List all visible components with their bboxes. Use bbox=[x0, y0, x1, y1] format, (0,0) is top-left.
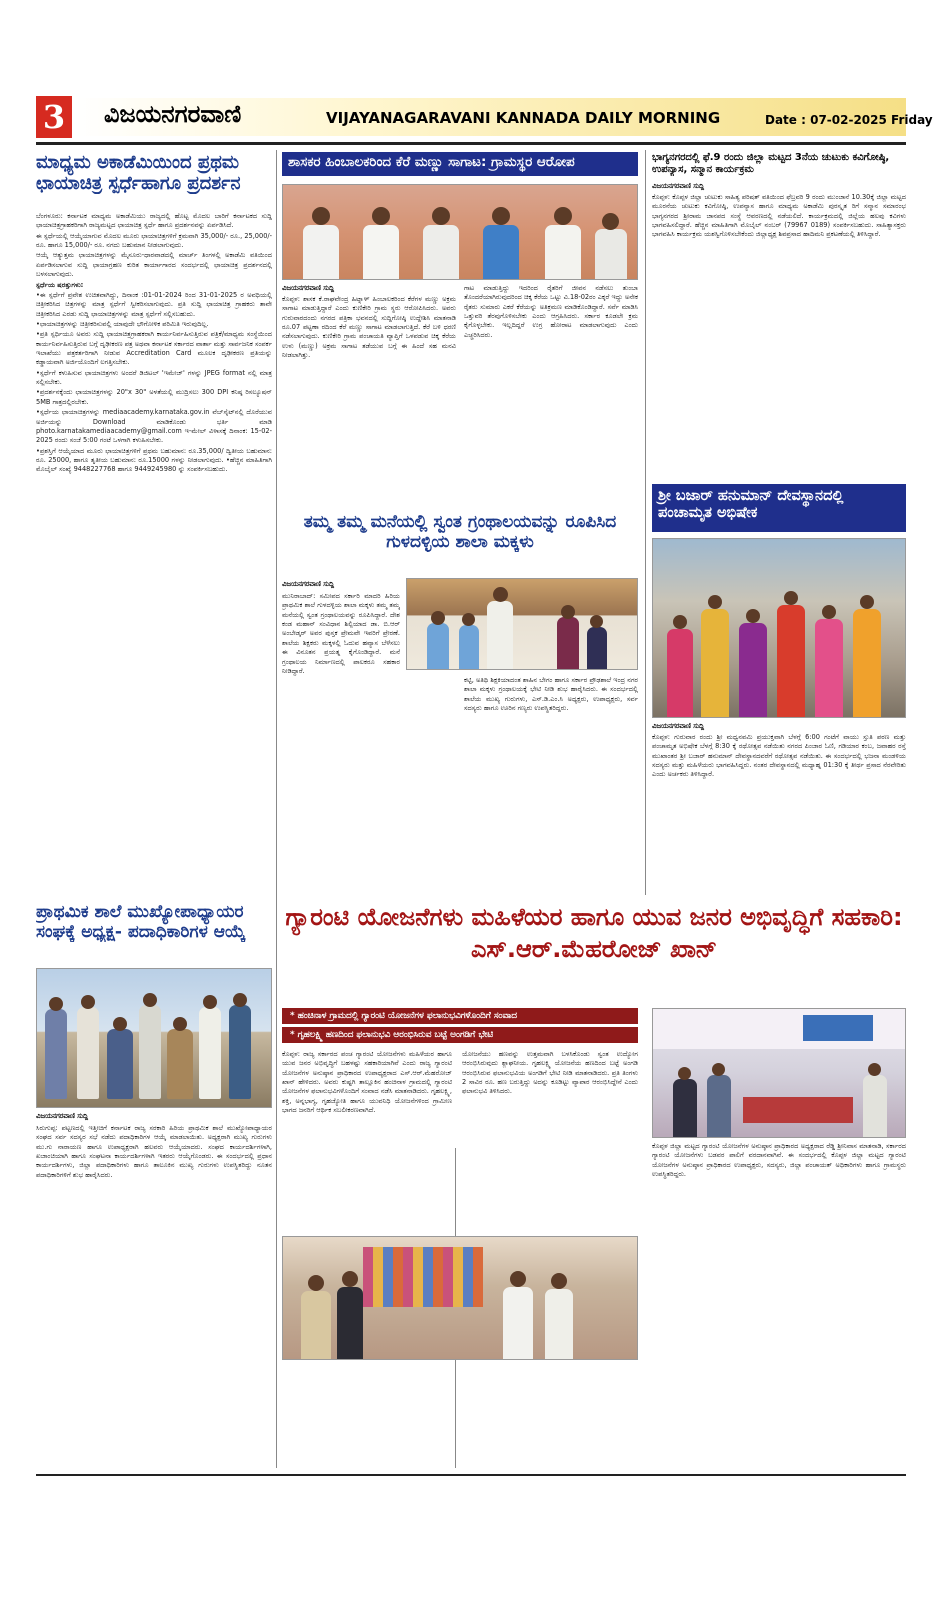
paragraph: •ಈ ಸ್ಪರ್ಧೆಗೆ ಪ್ರವೇಶ ಉಚಿತವಾಗಿದ್ದು, ದಿನಾಂಕ :01-01-2024 ರಿಂದ 31-01-2025 ರ ಅವಧಿಯಲ್ಲಿ ಚಿತ್ರೀಕರಿಸಿದ ಚಿತ್ರಗಳನ್ನು ಮಾತ್ರ ಸ್ಪರ್ಧೆಗೆ ಸ್ವೀಕರಿಸಲಾಗುವುದು. ಪ್ರತಿ ಸುದ್ದಿ ಛಾಯಾಚಿತ್ರ ಗ್ರಾಹಕರು ತಾವೇ ಚಿತ್ರೀಕರಿಸಿದ ಎರಡು ಸುದ್ದಿ ಛಾಯಾಚಿತ್ರಗಳನ್ನು ಮಾತ್ರ ಸ್ಪರ್ಧೆಗೆ ಸಲ್ಲಿಸಬಹುದು. bbox=[36, 290, 272, 318]
paragraph: •ಛಾಯಾಚಿತ್ರಗಳನ್ನು ಚಿತ್ರೀಕರಿಸುವಲ್ಲಿ ಯಾವುದೇ ಭೌಗೋಳಿಕ ಪರಿಮಿತಿ ಇರುವುದಿಲ್ಲ. bbox=[36, 319, 209, 328]
person-figure bbox=[777, 605, 805, 718]
mla-protest-dateline: ವಿಜಯನಗರವಾಣಿ ಸುದ್ದಿ bbox=[282, 284, 335, 292]
guarantee-subhead-2: * ಗೃಹಲಕ್ಷ್ಮಿ ಹಣದಿಂದ ಫಲಾನುಭವಿ ಆರಂಭಿಸಿರುವ ಬಟ್ಟೆ ಅಂಗಡಿಗೆ ಭೇಟಿ bbox=[282, 1027, 638, 1043]
media-academy-body bbox=[36, 212, 272, 888]
person-head bbox=[203, 995, 217, 1009]
guarantee-body-col1: ಕೊಪ್ಪಳ: ರಾಜ್ಯ ಸರ್ಕಾರದ ಪಂಚ ಗ್ಯಾರಂಟಿ ಯೋಜನೆಗಳು ಮಹಿಳೆಯರ ಹಾಗೂ ಯುವ ಜನರ ಅಭಿವೃದ್ಧಿಗೆ ಬಹಳಷ್ಟು ಸಹಕಾರಿಯಾಗಿವೆ ಎಂದು ರಾಜ್ಯ ಗ್ಯಾರಂಟಿ ಯೋಜನೆಗಳ ಅನುಷ್ಠಾನ ಪ್ರಾಧಿಕಾರದ ಉಪಾಧ್ಯಕ್ಷರಾದ ಎಸ್.ಆರ್.ಮೆಹರೋಜ್ ಖಾನ್ ಹೇಳಿದರು. ಅವರು ಕುಷ್ಟಗಿ ತಾಲ್ಲೂಕಿನ ಹಂಚಿನಾಳ ಗ್ರಾಮದಲ್ಲಿ ಗ್ಯಾರಂಟಿ ಯೋಜನೆಗಳ ಫಲಾನುಭವಿಗಳೊಂದಿಗೆ ಸಂವಾದ ನಡೆಸಿ ಮಾತನಾಡಿದರು. ಗೃಹಲಕ್ಷ್ಮಿ, ಶಕ್ತಿ, ಅನ್ನಭಾಗ್ಯ, ಗೃಹಜ್ಯೋತಿ ಹಾಗೂ ಯುವನಿಧಿ ಯೋಜನೆಗಳಿಂದ ಗ್ರಾಮೀಣ ಭಾಗದ ಜನರಿಗೆ ಆರ್ಥಿಕ ಸಬಲೀಕರಣವಾಗಿದೆ. bbox=[282, 1050, 452, 1115]
person-head bbox=[678, 1067, 691, 1080]
headmasters-body: ಸಿರುಗುಪ್ಪ: ಪಟ್ಟಣದಲ್ಲಿ ಇತ್ತೀಚಿಗೆ ಕರ್ನಾಟಕ ರಾಜ್ಯ ಸರಕಾರಿ ಹಿರಿಯ ಪ್ರಾಥಮಿಕ ಶಾಲೆ ಮುಖ್ಯೋಪಾಧ್ಯಾಯರ ಸಂಘದ ಸರ್ವ ಸದಸ್ಯರ ಸಭೆ ನಡೆದು ಪದಾಧಿಕಾರಿಗಳ ಆಯ್ಕೆ ಮಾಡಲಾಯಿತು. ಅಧ್ಯಕ್ಷರಾಗಿ ಮುಖ್ಯ ಗುರುಗಳು ಮು.ಗು ನಾರಾಯಣ ಹಾಗೂ ಉಪಾಧ್ಯಕ್ಷರಾಗಿ ಹಲವರು ಆಯ್ಕೆಯಾದರು. ಸಂಘದ ಕಾರ್ಯದರ್ಶಿಗಳಾಗಿ, ಖಜಾಂಚಿಯಾಗಿ ಹಾಗೂ ಸಂಘಟನಾ ಕಾರ್ಯದರ್ಶಿಗಳಾಗಿ ಇತರರು ಆಯ್ಕೆಗೊಂಡರು. ಈ ಸಂದರ್ಭದಲ್ಲಿ ಪ್ರಧಾನ ಕಾರ್ಯದರ್ಶಿಗಳು, ಜಿಲ್ಲಾ ಪದಾಧಿಕಾರಿಗಳು ಹಾಗೂ ತಾಲೂಕಿನ ಮುಖ್ಯ ಗುರುಗಳು ಉಪಸ್ಥಿತರಿದ್ದು ನೂತನ ಪದಾಧಿಕಾರಿಗಳಿಗೆ ಶುಭ ಹಾರೈಸಿದರು. bbox=[36, 1124, 272, 1179]
headmasters-dateline: ವಿಜಯನಗರವಾಣಿ ಸುದ್ದಿ bbox=[36, 1112, 89, 1120]
person-head bbox=[602, 213, 619, 230]
library-body-col2: ಕಟ್ಟಿ, ಅತಿಥಿ ಶಿಕ್ಷಕಿಯಾದಂತ ಶಾಹಿನ ಬೇಗಂ ಹಾಗೂ ಸರ್ಕಾರ ಪ್ರೌಢಶಾಲೆ ಇಂದ್ರ ನಗರ ಶಾಲಾ ಮಕ್ಕಳು ಗ್ರಂಥಾಲಯಕ್ಕೆ ಭೇಟಿ ನೀಡಿ ಶುಭ ಹಾರೈಸಿದರು. ಈ ಸಂದರ್ಭದಲ್ಲಿ ಶಾಲೆಯ ಮುಖ್ಯ ಗುರುಗಳು, ಎಸ್.ಡಿ.ಎಂ.ಸಿ ಅಧ್ಯಕ್ಷರು, ಉಪಾಧ್ಯಕ್ಷರು, ಸರ್ವ ಸದಸ್ಯರು ಹಾಗೂ ಊರಿನ ಗಣ್ಯರು ಉಪಸ್ಥಿತರಿದ್ದರು. bbox=[464, 676, 638, 713]
masthead-rule bbox=[36, 142, 906, 145]
person-head bbox=[431, 611, 445, 625]
person-figure bbox=[587, 627, 607, 670]
paragraph: ಸ್ಪರ್ಧೆಯ ಷರತ್ತುಗಳು: bbox=[36, 280, 84, 289]
person-head bbox=[113, 1017, 127, 1031]
person-figure bbox=[45, 1009, 67, 1099]
person-figure bbox=[427, 623, 449, 670]
person-head bbox=[492, 207, 510, 225]
hanuman-headline: ಶ್ರೀ ಬಜಾರ್ ಹನುಮಾನ್ ದೇವಸ್ಥಾನದಲ್ಲಿ ಪಂಚಾಮೃತ ಅಭಿಷೇಕ bbox=[652, 484, 906, 532]
hanuman-body: ಕೊಪ್ಪಳ: ಗುರುವಾರ ರಂದು ಶ್ರೀ ಮಧ್ವನವಮಿ ಪ್ರಯುಕ್ತವಾಗಿ ಬೆಳಗ್ಗೆ 6:00 ಗಂಟೆಗೆ ವಾಯು ಸ್ತುತಿ ಪಠಣ ಮತ್ತು ಪಂಚಾಮೃತ ಅಭಿಷೇಕ ಬೆಳಗ್ಗೆ 8:30 ಕ್ಕೆ ರಥೋತ್ಸವ ನಡೆಯಿತು ನಗರದ ಪಿಂಜಾರ ಓಣಿ, ಗಡಿಯಾರ ಕಂಬ, ಜವಾಹರ ರಸ್ತೆ ಮುಖಾಂತರ ಶ್ರೀ ಬಜಾರ್ ಹನುಮಾನ್ ದೇವಸ್ಥಾನದವರೆಗೆ ರಥೋತ್ಸವ ನಡೆಯಿತು. ಈ ಸಂದರ್ಭದಲ್ಲಿ ಭಜನಾ ಮಂಡಳಿಯ ಸದಸ್ಯರು ಮತ್ತು ಮಹಿಳೆಯರು ಭಾಗವಹಿಸಿದ್ದರು. ನಂತರ ದೇವಸ್ಥಾನದಲ್ಲಿ ಮಧ್ಯಾಹ್ನ 01:30 ಕ್ಕೆ ತೀರ್ಥ ಪ್ರಸಾದ ನೆರವೇರಿತು ಎಂದು ಅರ್ಚಕರು ತಿಳಿಸಿದ್ದಾರೆ. bbox=[652, 733, 906, 779]
person-figure bbox=[673, 1079, 697, 1138]
person-head bbox=[784, 591, 798, 605]
library-headline: ತಮ್ಮ ತಮ್ಮ ಮನೆಯಲ್ಲಿ ಸ್ವಂತ ಗ್ರಂಥಾಲಯವನ್ನು ರೂಪಿಸಿದ ಗುಳದಳ್ಳಿಯ ಶಾಲಾ ಮಕ್ಕಳು bbox=[303, 512, 617, 553]
mla-protest-body-col2: ಗಾಟ ಮಾಡುತ್ತಿದ್ದು ಇದರಿಂದ ರೈತರಿಗೆ ಜೀವನ ನಡೆಸಲು ತುಂಬಾ ತೊಂದರೆಯಾಗಿರುವುದರಿಂದ ಚಿಕ್ಕ ಕೆರೆಯ ಒಟ್ಟು ವಿ.18-02ರಂ ಎಕ್ಕರೆ ಇದ್ದು ಅನೇಕ ರೈತರು ಸುಮಾರು ಎಕರೆ ಕೆರೆಯನ್ನು ಅತಿಕ್ರಮಣ ಮಾಡಿಕೊಂಡಿದ್ದಾರೆ. ಸರ್ವೆ ಮಾಡಿಸಿ ಒತ್ತುವರಿ ತೆರವುಗೊಳಿಸಬೇಕು ಎಂದು ಆಗ್ರಹಿಸಿದರು. ಸರ್ಕಾರ ಕೂಡಲೇ ಕ್ರಮ ಕೈಗೊಳ್ಳಬೇಕು. ಇಲ್ಲದಿದ್ದರೆ ಉಗ್ರ ಹೋರಾಟ ಮಾಡಲಾಗುವುದು ಎಂದು ಎಚ್ಚರಿಸಿದರು. bbox=[464, 284, 638, 339]
bhagyanagar-body: ಕೊಪ್ಪಳ: ಕೊಪ್ಪಳ ಜಿಲ್ಲಾ ಚುಟುಕು ಸಾಹಿತ್ಯ ಪರಿಷತ್ ವತಿಯಿಂದ ಫೆಬ್ರವರಿ 9 ರಂದು ಮುಂಜಾನೆ 10.30ಕ್ಕೆ ಜಿಲ್ಲಾ ಮಟ್ಟದ ಮೂರನೆಯ ಚುಟುಕು ಕವಿಗೋಷ್ಠಿ, ಉಪನ್ಯಾಸ ಹಾಗೂ ಮಾಧ್ಯಮ ಅಕಾಡೆಮಿ ಪುರಸ್ಕೃತ ರಿಗೆ ಸನ್ಮಾನ ಸಮಾರಂಭ ಭಾಗ್ಯನಗರದ ಶ್ರೀರಾಮ ಜಾನಪದ ಸಂಸ್ಥೆ ಆವರಣದಲ್ಲಿ ನಡೆಯಲಿದೆ. ಕಾರ್ಯಕ್ರಮದಲ್ಲಿ ಜಿಲ್ಲೆಯ ಹಲವು ಕವಿಗಳು ಭಾಗವಹಿಸಲಿದ್ದಾರೆ. ಹೆಚ್ಚಿನ ಮಾಹಿತಿಗಾಗಿ ಮೊಬೈಲ್ ನಂಬರ್ (79967 0189) ಸಂಪರ್ಕಿಸಬಹುದು. ಸಾಹಿತ್ಯಾಸಕ್ತರು ಭಾಗವಹಿಸಿ ಕಾರ್ಯಕ್ರಮ ಯಶಸ್ವಿಗೊಳಿಸಬೇಕೆಂದು ಜಿಲ್ಲಾಧ್ಯಕ್ಷ ಶಿವಪ್ರಸಾದ ಹಾದಿಮನಿ ಪ್ರಕಟಣೆಯಲ್ಲಿ ತಿಳಿಸಿದ್ದಾರೆ. bbox=[652, 193, 906, 239]
column-divider-2 bbox=[645, 150, 646, 895]
person-head bbox=[868, 1063, 881, 1076]
person-head bbox=[81, 995, 95, 1009]
bhagyanagar-dateline: ವಿಜಯನಗರವಾಣಿ ಸುದ್ದಿ bbox=[652, 182, 705, 190]
person-head bbox=[372, 207, 390, 225]
paragraph: •ಪ್ರದರ್ಶನಕ್ಕೆಂದು ಛಾಯಾಚಿತ್ರಗಳನ್ನು 20"x 30" ಅಳತೆಯಲ್ಲಿ ಮುದ್ರಿಸಲು 300 DPI ಕನಿಷ್ಠ ರಿಸಲ್ಯೂಷನ್ 5MB ಗಾತ್ರದಲ್ಲಿರಬೇಕು. bbox=[36, 388, 272, 406]
paragraph: •ಪ್ರತಿ ಸ್ಪರ್ಧಿಯೂ ಅವರು ಸುದ್ದಿ ಛಾಯಾಚಿತ್ರಗ್ರಾಹಕರಾಗಿ ಕಾರ್ಯನಿರ್ವಹಿಸುತ್ತಿರುವ ಪತ್ರಿಕೆ/ಮಾಧ್ಯಮ ಸಂಸ್ಥೆಯಿಂದ ಕಾರ್ಯನಿರ್ವಹಿಸುತ್ತಿರುವ ಬಗ್ಗೆ ದೃಢೀಕರಣ ಪತ್ರ ಅಥವಾ ಕರ್ನಾಟಕ ಸರ್ಕಾರದ ವಾರ್ತಾ ಮತ್ತು ಸಾರ್ವಜನಿಕ ಸಂಪರ್ಕ ಇಲಾಖೆಯು ಪತ್ರಕರ್ತರಿಗಾಗಿ ನೀಡುವ Accreditation Card ಮೂಲಕ ದೃಢೀಕರಣ ಪ್ರತಿಯನ್ನು ಕಡ್ಡಾಯವಾಗಿ ಅರ್ಜಿಯೊಂದಿಗೆ ಲಗತ್ತಿಸಬೇಕು. bbox=[36, 330, 272, 367]
person-figure bbox=[77, 1007, 99, 1099]
person-figure bbox=[815, 619, 843, 718]
person-figure bbox=[301, 1291, 331, 1360]
person-figure bbox=[167, 1029, 193, 1099]
person-figure bbox=[545, 225, 581, 280]
person-head bbox=[432, 207, 450, 225]
sari-shelf bbox=[363, 1247, 483, 1307]
person-figure bbox=[337, 1287, 363, 1360]
person-head bbox=[233, 993, 247, 1007]
guarantee-headline: ಗ್ಯಾರಂಟಿ ಯೋಜನೆಗಳು ಮಹಿಳೆಯರ ಹಾಗೂ ಯುವ ಜನರ ಅಭಿವೃದ್ಧಿಗೆ ಸಹಕಾರಿ: ಎಸ್.ಆರ್.ಮೆಹರೋಜ್ ಖಾನ್ bbox=[285, 903, 903, 963]
person-head bbox=[173, 1017, 187, 1031]
person-head bbox=[590, 615, 603, 628]
person-head bbox=[712, 1063, 725, 1076]
guarantee-body-col2: ಯೋಜನೆಯು ಹಣವನ್ನು ಉತ್ತಮವಾಗಿ ಬಳಸಿಕೊಂಡು ಸ್ವಂತ ಉದ್ಯೋಗ ಆರಂಭಿಸಿರುವುದು ಶ್ಲಾಘನೀಯ. ಗೃಹಲಕ್ಷ್ಮಿ ಯೋಜನೆಯ ಹಣದಿಂದ ಬಟ್ಟೆ ಅಂಗಡಿ ಆರಂಭಿಸಿರುವ ಫಲಾನುಭವಿಯ ಅಂಗಡಿಗೆ ಭೇಟಿ ನೀಡಿ ಮಾತನಾಡಿದರು. ಪ್ರತಿ ತಿಂಗಳು 2 ಸಾವಿರ ರೂ. ಹಣ ಬರುತ್ತಿದ್ದು ಅದನ್ನು ಕೂಡಿಟ್ಟು ವ್ಯಾಪಾರ ಆರಂಭಿಸಿದ್ದೇನೆ ಎಂದು ಫಲಾನುಭವಿ ತಿಳಿಸಿದರು. bbox=[462, 1050, 638, 1096]
person-head bbox=[673, 615, 687, 629]
person-head bbox=[822, 605, 836, 619]
guarantee-subhead-1: * ಹಂಚಿನಾಳ ಗ್ರಾಮದಲ್ಲಿ ಗ್ಯಾರಂಟಿ ಯೋಜನೆಗಳ ಫಲಾನುಭವಿಗಳೊಂದಿಗೆ ಸಂವಾದ bbox=[282, 1008, 638, 1024]
hanuman-photo bbox=[652, 538, 906, 718]
person-figure bbox=[701, 609, 729, 718]
page-bottom-rule bbox=[36, 1474, 906, 1476]
person-figure bbox=[229, 1005, 251, 1099]
masthead bbox=[36, 96, 933, 138]
person-figure bbox=[863, 1075, 887, 1138]
issue-date: Date : 07-02-2025 Friday bbox=[765, 113, 933, 127]
person-figure bbox=[667, 629, 693, 718]
person-figure bbox=[139, 1005, 161, 1099]
person-figure bbox=[423, 225, 459, 280]
headmasters-photo bbox=[36, 968, 272, 1108]
person-head bbox=[143, 993, 157, 1007]
paragraph: ಈ ಸ್ಪರ್ಧೆಯಲ್ಲಿ ಆಯ್ಕೆಯಾಗುವ ಮೊದಲ ಮೂರು ಛಾಯಾಚಿತ್ರಗಳಿಗೆ ಕ್ರಮವಾಗಿ 35,000/- ರೂ., 25,000/- ರೂ. ಹಾಗೂ 15,000/- ರೂ. ನಗದು ಬಹುಮಾನ ನೀಡಲಾಗುವುದು. bbox=[36, 231, 272, 250]
person-head bbox=[551, 1273, 567, 1289]
mla-protest-photo bbox=[282, 184, 638, 280]
person-figure bbox=[199, 1007, 221, 1099]
person-head bbox=[342, 1271, 358, 1287]
person-head bbox=[561, 605, 575, 619]
mla-protest-body-col1: ಕೊಪ್ಪಳ: ಶಾಸಕ ಕೆ.ರಾಘವೇಂದ್ರ ಹಿಟ್ನಾಳ್ ಹಿಂಬಾಲಕರಿಂದ ಕೆರೆಗಳ ಮಣ್ಣು ಅಕ್ರಮ ಸಾಗಾಟ ಮಾಡುತ್ತಿದ್ದಾರೆ ಎಂದು ಕುಣಿಕೇರಿ ಗ್ರಾಮ ಸ್ಥರು ಆರೋಪಿಸಿದರು. ಅವರು ಗುರುವಾರದಂದು ನಗರದ ಪತ್ರಿಕಾ ಭವನದಲ್ಲಿ ಸುದ್ದಿಗೋಷ್ಠಿ ಉದ್ದೇಶಿಸಿ ಮಾತನಾಡಿ ರೂ.07 ಪಟ್ಟಣಾ ರದಿಂದ ಕೆರೆ ಮಣ್ಣು ಸಾಗಾಟ ಮಾಡಲಾಗುತ್ತಿದೆ. ಕೆರೆ ಬಳಿ ಧರಣಿ ನಡೆಸಲಾಗುವುದು. ಕುಣಿಕೇರಿ ಗ್ರಾಮ ಪಂಚಾಯತಿ ವ್ಯಾಪ್ತಿಗೆ ಒಳಪಡುವ ಚಿಕ್ಕ ಕೆರೆಯ ಉಳು (ಮಣ್ಣು) ಅಕ್ರಮ ಸಾಗಾಟ ತಡೆಯುವ ಬಗ್ಗೆ ಈ ಹಿಂದೆ ಸಹ ಮನವಿ ನೀಡಲಾಗಿತ್ತು. bbox=[282, 295, 456, 360]
person-head bbox=[493, 587, 508, 602]
column-divider-1 bbox=[276, 150, 277, 1468]
person-figure bbox=[303, 225, 339, 280]
hanuman-dateline: ವಿಜಯನಗರವಾಣಿ ಸುದ್ದಿ bbox=[652, 722, 705, 730]
media-academy-headline: ಮಾಧ್ಯಮ ಅಕಾಡೆಮಿಯಿಂದ ಪ್ರಥಮ ಛಾಯಾಚಿತ್ರ ಸ್ಪರ್ಧೆಹಾಗೂ ಪ್ರದರ್ಶನ bbox=[36, 152, 241, 195]
bhagyanagar-headline: ಭಾಗ್ಯನಗರದಲ್ಲಿ ಫೆ.9 ರಂದು ಜಿಲ್ಲಾ ಮಟ್ಟದ 3ನೆಯ ಚುಟುಕು ಕವಿಗೋಷ್ಠಿ, ಉಪನ್ಯಾಸ, ಸನ್ಮಾನ ಕಾರ್ಯಕ್ರಮ bbox=[652, 152, 890, 175]
person-figure bbox=[363, 225, 399, 280]
person-figure bbox=[557, 617, 579, 670]
person-figure bbox=[853, 609, 881, 718]
guarantee-body-col3: ಕೊಪ್ಪಳ ಜಿಲ್ಲಾ ಮಟ್ಟದ ಗ್ಯಾರಂಟಿ ಯೋಜನೆಗಳ ಅನುಷ್ಠಾನ ಪ್ರಾಧಿಕಾರದ ಅಧ್ಯಕ್ಷರಾದ ರೆಡ್ಡಿ ಶ್ರೀನಿವಾಸ ಮಾತನಾಡಿ, ಸರ್ಕಾರದ ಗ್ಯಾರಂಟಿ ಯೋಜನೆಗಳು ಬಡವರ ಪಾಲಿಗೆ ವರದಾನವಾಗಿವೆ. ಈ ಸಂದರ್ಭದಲ್ಲಿ ಕೊಪ್ಪಳ ಜಿಲ್ಲಾ ಮಟ್ಟದ ಗ್ಯಾರಂಟಿ ಯೋಜನೆಗಳ ಅನುಷ್ಠಾನ ಪ್ರಾಧಿಕಾರದ ಉಪಾಧ್ಯಕ್ಷರು, ಸದಸ್ಯರು, ಜಿಲ್ಲಾ ಪಂಚಾಯತ್ ಅಧಿಕಾರಿಗಳು ಹಾಗೂ ಗ್ರಾಮಸ್ಥರು ಉಪಸ್ಥಿತರಿದ್ದರು. bbox=[652, 1142, 906, 1179]
person-figure bbox=[739, 623, 767, 718]
person-head bbox=[746, 609, 760, 623]
paragraph: •ಪ್ರಶಸ್ತಿಗೆ ಆಯ್ಕೆಯಾದ ಮೂರು ಛಾಯಾಚಿತ್ರಗಳಿಗೆ ಪ್ರಥಮ ಬಹುಮಾನ: ರೂ.35,000/ ದ್ವಿತೀಯ ಬಹುಮಾನ: ರೂ. 25000, ಹಾಗೂ ತೃತೀಯ ಬಹುಮಾನ: ರೂ.15000 ಗಳನ್ನು ನೀಡಲಾಗುವುದು. •ಹೆಚ್ಚಿನ ಮಾಹಿತಿಗಾಗಿ ಮೊಬೈಲ್ ಸಂಖ್ಯೆ 9448227768 ಹಾಗೂ 9449245980 ನ್ನು ಸಂಪರ್ಕಿಸಬಹುದು. bbox=[36, 446, 272, 474]
person-head bbox=[312, 207, 330, 225]
person-head bbox=[308, 1275, 324, 1291]
person-figure bbox=[503, 1287, 533, 1360]
guarantee-meeting-photo bbox=[652, 1008, 906, 1138]
person-head bbox=[462, 613, 475, 626]
table bbox=[743, 1097, 853, 1123]
paragraph: •ಸ್ಪರ್ಧೆಗೆ ಕಳುಹಿಸುವ ಛಾಯಾಚಿತ್ರಗಳು ಅಂದರೆ ಡಿಜಿಟಲ್ 'ಇಮೇಜ್' ಗಳನ್ನು JPEG format ನಲ್ಲಿ ಮಾತ್ರ ಸಲ್ಲಿಸಬೇಕು. bbox=[36, 368, 272, 387]
newspaper-title-english: VIJAYANAGARAVANI KANNADA DAILY MORNING bbox=[326, 109, 721, 127]
person-figure bbox=[107, 1029, 133, 1099]
person-figure bbox=[459, 625, 479, 670]
person-head bbox=[554, 207, 572, 225]
library-dateline: ವಿಜಯನಗರವಾಣಿ ಸುದ್ದಿ bbox=[282, 580, 335, 588]
person-figure bbox=[595, 229, 627, 280]
library-photo bbox=[406, 578, 638, 670]
person-head bbox=[510, 1271, 526, 1287]
person-head bbox=[708, 595, 722, 609]
person-head bbox=[49, 997, 63, 1011]
paragraph: ಆಯ್ಕೆ ಆತ್ಯುತ್ತಮ ಛಾಯಾಚಿತ್ರಗಳನ್ನು ಮೈಸೂರು-ಧಾರವಾಡದಲ್ಲಿ ಮಾರ್ಚ್ ತಿಂಗಳಲ್ಲಿ ಅಕಾಡೆಮಿ ವತಿಯಿಂದ ಏರ್ಪಡಿಸಲಾಗುವ ಸುದ್ದಿ ಛಾಯಾಗ್ರಹಣ ಕುರಿತ ಕಾರ್ಯಾಗಾರದ ಸಂದರ್ಭದಲ್ಲಿ ಛಾಯಾಚಿತ್ರ ಪ್ರದರ್ಶನದಲ್ಲಿ ಬಳಸಲಾಗುವುದು. bbox=[36, 251, 272, 279]
banner bbox=[803, 1015, 873, 1041]
person-figure bbox=[707, 1075, 731, 1138]
person-figure bbox=[545, 1289, 573, 1360]
headmasters-headline: ಪ್ರಾಥಮಿಕ ಶಾಲೆ ಮುಖ್ಯೋಪಾಧ್ಯಾಯರ ಸಂಘಕ್ಕೆ ಅಧ್ಯಕ್ಷ- ಪದಾಧಿಕಾರಿಗಳ ಆಯ್ಕೆ bbox=[36, 902, 246, 943]
paragraph: ಬೆಂಗಳೂರು: ಕರ್ನಾಟಕ ಮಾಧ್ಯಮ ಅಕಾಡೆಮಿಯು ರಾಜ್ಯದಲ್ಲಿ ಹೊಟ್ಟ ಮೊದಲ ಬಾರಿಗೆ ಕರ್ನಾಟಕದ ಸುದ್ದಿ ಛಾಯಾಚಿತ್ರಗ್ರಾಹಕರಿಗಾಗಿ ರಾಜ್ಯಮಟ್ಟದ ಛಾಯಾಚಿತ್ರ ಸ್ಪರ್ಧೆ ಹಾಗೂ ಪ್ರದರ್ಶನವನ್ನು ಏರ್ಪಡಿಸಿದೆ. bbox=[36, 212, 272, 230]
page-number: 3 bbox=[36, 96, 72, 138]
paragraph: •ಸ್ಪರ್ಧೆಯ ಛಾಯಾಚಿತ್ರಗಳನ್ನು mediaacademy.karnataka.gov.in ವೆಬ್‌ಸೈಟ್‌ನಲ್ಲಿ ದೊರೆಯುವ ಅರ್ಜಿಯನ್ನು Download ಮಾಡಿಕೊಂಡು ಭರ್ತಿ ಮಾಡಿ photo.karnatakamediaacademy@gmail.com ಇ-ಮೇಲ್ ವಿಳಾಸಕ್ಕೆ ದಿನಾಂಕ: 15-02-2025 ರಂದು ಸಂಜೆ 5:00 ಗಂಟೆ ಒಳಗಾಗಿ ಕಳುಹಿಸಬೇಕು. bbox=[36, 408, 272, 445]
person-figure bbox=[483, 225, 519, 280]
library-body-col1: ಮುನಿರಾಬಾದ್: ಸಮೀಪದ ಸರ್ಕಾರಿ ಮಾದರಿ ಹಿರಿಯ ಪ್ರಾಥಮಿಕ ಶಾಲೆ ಗುಳದಳ್ಳಿಯ ಶಾಲಾ ಮಕ್ಕಳು ತಮ್ಮ ತಮ್ಮ ಮನೆಯಲ್ಲಿ ಸ್ವಂತ ಗ್ರಂಥಾಲಯವನ್ನು ರೂಪಿಸಿದ್ದಾರೆ. ದೇಶ ಕಂಡ ಮಹಾನ್ ಸಂವಿಧಾನ ಶಿಲ್ಪಿಯಾದ ಡಾ. ಬಿ.ಆರ್ ಅಂಬೇಡ್ಕರ್ ಅವರ ಪುಸ್ತಕ ಪ್ರೇಮವೇ ಇವರಿಗೆ ಪ್ರೇರಣೆ. ಶಾಲೆಯ ಶಿಕ್ಷಕರು ಮಕ್ಕಳಲ್ಲಿ ಓದುವ ಹವ್ಯಾಸ ಬೆಳೆಸಲು ಈ ವಿನೂತನ ಪ್ರಯತ್ನ ಕೈಗೊಂಡಿದ್ದಾರೆ. ಮನೆ ಗ್ರಂಥಾಲಯ ನಿರ್ಮಾಣದಲ್ಲಿ ಪಾಲಕರೂ ಸಹಕಾರ ನೀಡಿದ್ದಾರೆ. bbox=[282, 592, 400, 675]
person-head bbox=[860, 595, 874, 609]
person-figure bbox=[487, 601, 513, 670]
mla-protest-headline: ಶಾಸಕರ ಹಿಂಬಾಲಕರಿಂದ ಕೆರೆ ಮಣ್ಣು ಸಾಗಾಟ: ಗ್ರಾಮಸ್ಥರ ಆರೋಪ bbox=[282, 152, 638, 176]
newspaper-title-kannada: ವಿಜಯನಗರವಾಣಿ bbox=[104, 100, 242, 128]
guarantee-shop-photo bbox=[282, 1236, 638, 1360]
